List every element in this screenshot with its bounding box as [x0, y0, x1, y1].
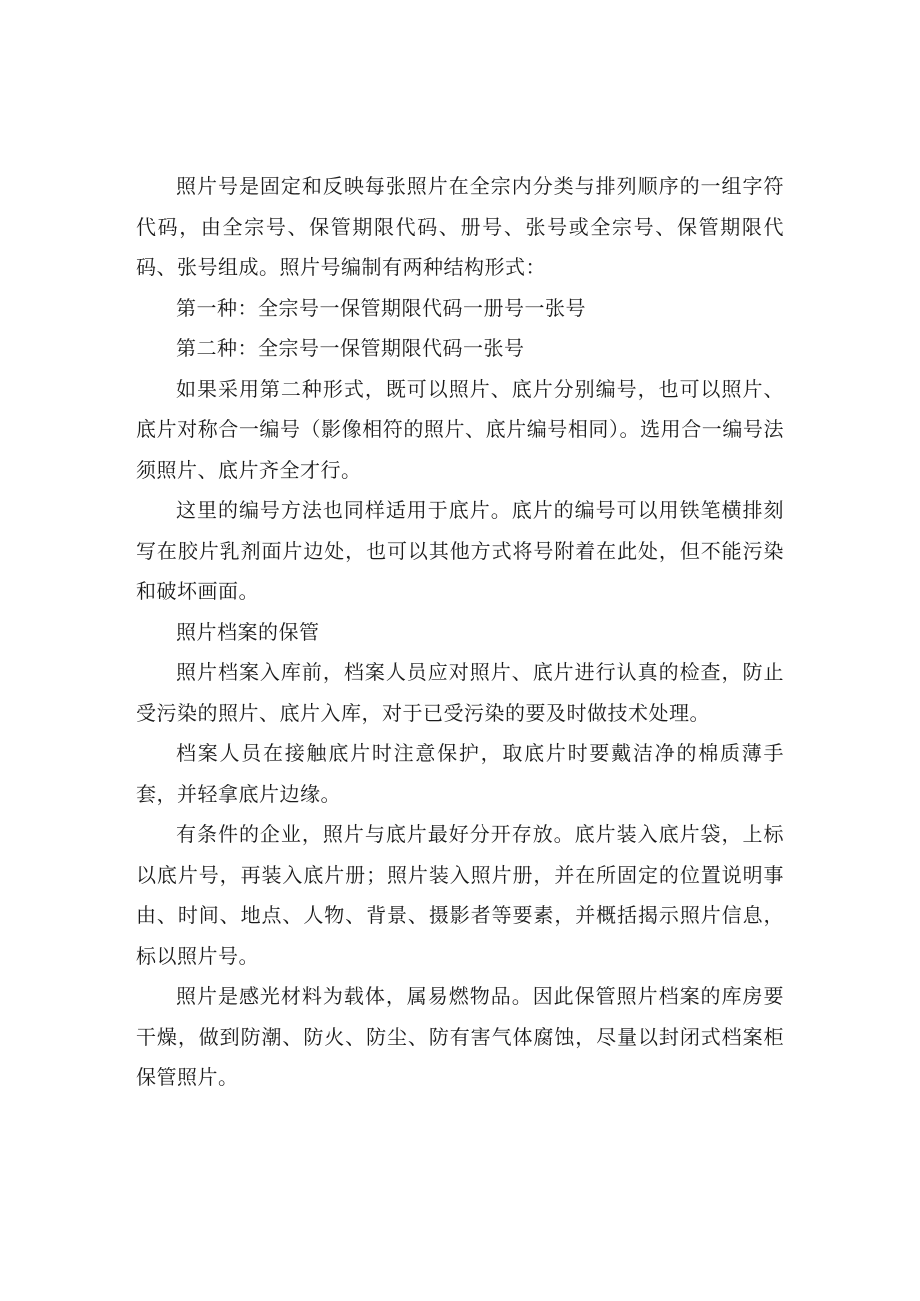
paragraph-storage-conditions: 照片是感光材料为载体，属易燃物品。因此保管照片档案的库房要干燥，做到防潮、防火、防尘、防有害气体腐蚀，尽量以封闭式档案柜保管照片。 — [136, 984, 784, 1089]
paragraph-structure-form-two: 第二种：全宗号一保管期限代码一张号 — [176, 336, 525, 360]
paragraph-negative-numbering: 这里的编号方法也同样适用于底片。底片的编号可以用铁笔横排刻写在胶片乳剂面片边处，也可以其他方式将号附着在此处，但不能污染和破坏画面。 — [136, 498, 784, 603]
paragraph-structure-form-one: 第一种：全宗号一保管期限代码一册号一张号 — [176, 295, 586, 320]
paragraph-combined-numbering: 如果采用第二种形式，既可以照片、底片分别编号，也可以照片、底片对称合一编号（影像相符的照片、底片编号相同）。选用合一编号法须照片、底片齐全才行。 — [136, 376, 784, 482]
paragraph-separate-storage: 有条件的企业，照片与底片最好分开存放。底片装入底片袋，上标以底片号，再装入底片册；照片装入照片册，并在所固定的位置说明事由、时间、地点、人物、背景、摄影者等要素，并概括揭示照片信息，标以照片号。 — [136, 822, 784, 968]
document-body — [136, 166, 784, 1098]
paragraph-handling-negatives: 档案人员在接触底片时注意保护，取底片时要戴洁净的棉质薄手套，并轻拿底片边缘。 — [136, 741, 784, 806]
section-heading-photo-archive-storage: 照片档案的保管 — [176, 619, 320, 644]
paragraph-pre-storage-inspection: 照片档案入库前，档案人员应对照片、底片进行认真的检查，防止受污染的照片、底片入库，对于已受污染的要及时做技术处理。 — [136, 660, 784, 725]
paragraph-photo-number-definition: 照片号是固定和反映每张照片在全宗内分类与排列顺序的一组字符代码，由全宗号、保管期限代码、册号、张号或全宗号、保管期限代码、张号组成。照片号编制有两种结构形式： — [136, 174, 784, 279]
